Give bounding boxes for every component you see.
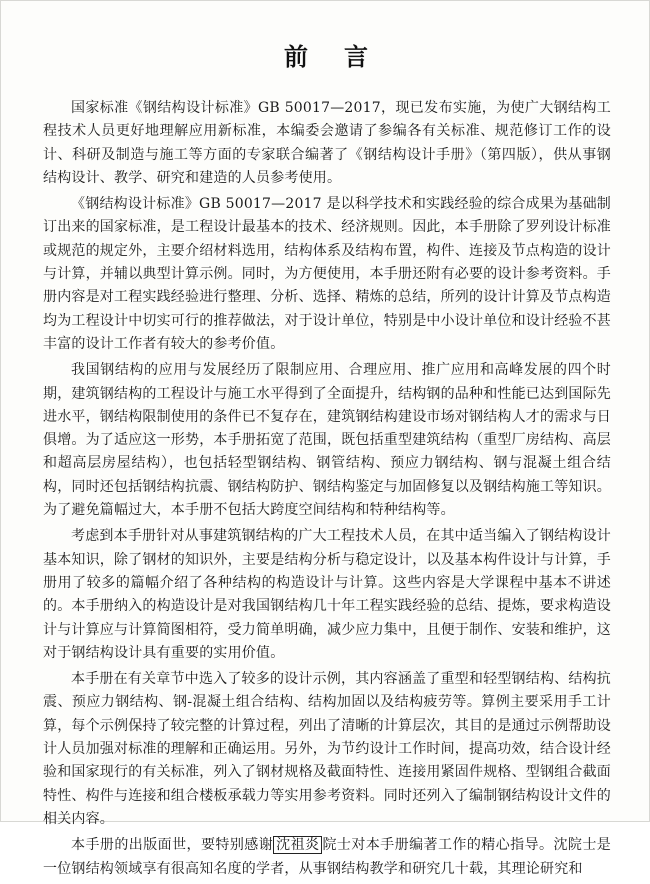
paragraph-3: 我国钢结构的应用与发展经历了限制应用、合理应用、推广应用和高峰发展的四个时期，建筑钢结构的工程设计与施工水平得到了全面提升，结构钢的品种和性能已达到国际先进水平，钢结构限制使用的条件已不复存在，建筑钢结构建设市场对钢结构人才的需求与日俱增。为了适应这一形势，本手册拓宽了范围，既包括重型建筑结构（重型厂房结构、高层和超高层房屋结构），也包括轻型钢结构、钢管结构、预应力钢结构、钢与混凝土组合结构，同时还包括钢结构抗震、钢结构防护、钢结构鉴定与加固修复以及钢结构施工等知识。为了避免篇幅过大，本手册不包括大跨度空间结构和特种结构等。 [43, 362, 611, 519]
page-title: 前言 [284, 42, 404, 71]
paragraph-6-lead: 本手册的出版面世，要特别感谢 [71, 837, 274, 854]
paragraph-5: 本手册在有关章节中选入了较多的设计示例，其内容涵盖了重型和轻型钢结构、结构抗震、预应力钢结构、钢-混凝土组合结构、结构加固以及结构疲劳等。算例主要采用手工计算，每个示例保持了较完整的计算过程，列出了清晰的计算层次，其目的是通过示例帮助设计人员加强对标准的理解和正确运用。另外，为节约设计工作时间，提高功效，结合设计经验和国家现行的有关标准，列入了钢材规格及截面特性、连接用紧固件规格、型钢组合截面特性、构件与连接和组合楼板承载力等实用参考资料。同时还列入了编制钢结构设计文件的相关内容。 [43, 671, 611, 827]
document-body [43, 97, 611, 884]
paragraph-6-rest: 院士对本手册编著工作的精心指导。沈院士是一位钢结构领域享有很高知名度的学者，从事钢结构教学和研究几十载，其理论研究和 [43, 837, 611, 877]
paragraph-2: 《钢结构设计标准》GB 50017—2017 是以科学技术和实践经验的综合成果为基础制订出来的国家标准，是工程设计最基本的技术、经济规则。因此，本手册除了罗列设计标准或规范的规定外，主要介绍材料选用，结构体系及结构布置，构件、连接及节点构造的设计与计算，并辅以典型计算示例。同时，为方便使用，本手册还附有必要的设计参考资料。手册内容是对工程实践经验进行整理、分析、选择、精炼的总结，所列的设计计算及节点构造均为工程设计中切实可行的推荐做法，对于设计单位，特别是中小设计单位和设计经验不甚丰富的设计工作者有较大的参考价值。 [43, 196, 611, 352]
boxed-name: 沈祖炎 [273, 836, 322, 854]
paragraph-4: 考虑到本手册针对从事建筑钢结构的广大工程技术人员，在其中适当编入了钢结构设计基本知识，除了钢材的知识外，主要是结构分析与稳定设计，以及基本构件设计与计算，手册用了较多的篇幅介绍了各种结构的构造设计与计算。这些内容是大学课程中基本不讲述的。本手册纳入的构造设计是对我国钢结构几十年工程实践经验的总结、提炼，要求构造设计与计算应与计算简图相符，受力简单明确，减少应力集中，且便于制作、安装和维护，这对于钢结构设计具有重要的实用价值。 [43, 528, 611, 661]
paragraph-6 [43, 834, 611, 881]
paragraph-1: 国家标准《钢结构设计标准》GB 50017—2017，现已发布实施，为使广大钢结构工程技术人员更好地理解应用新标准，本编委会邀请了参编各有关标准、规范修订工作的设计、科研及制造与施工等方面的专家联合编著了《钢结构设计手册》（第四版），供从事钢结构设计、教学、研究和建造的人员参考使用。 [43, 100, 611, 186]
